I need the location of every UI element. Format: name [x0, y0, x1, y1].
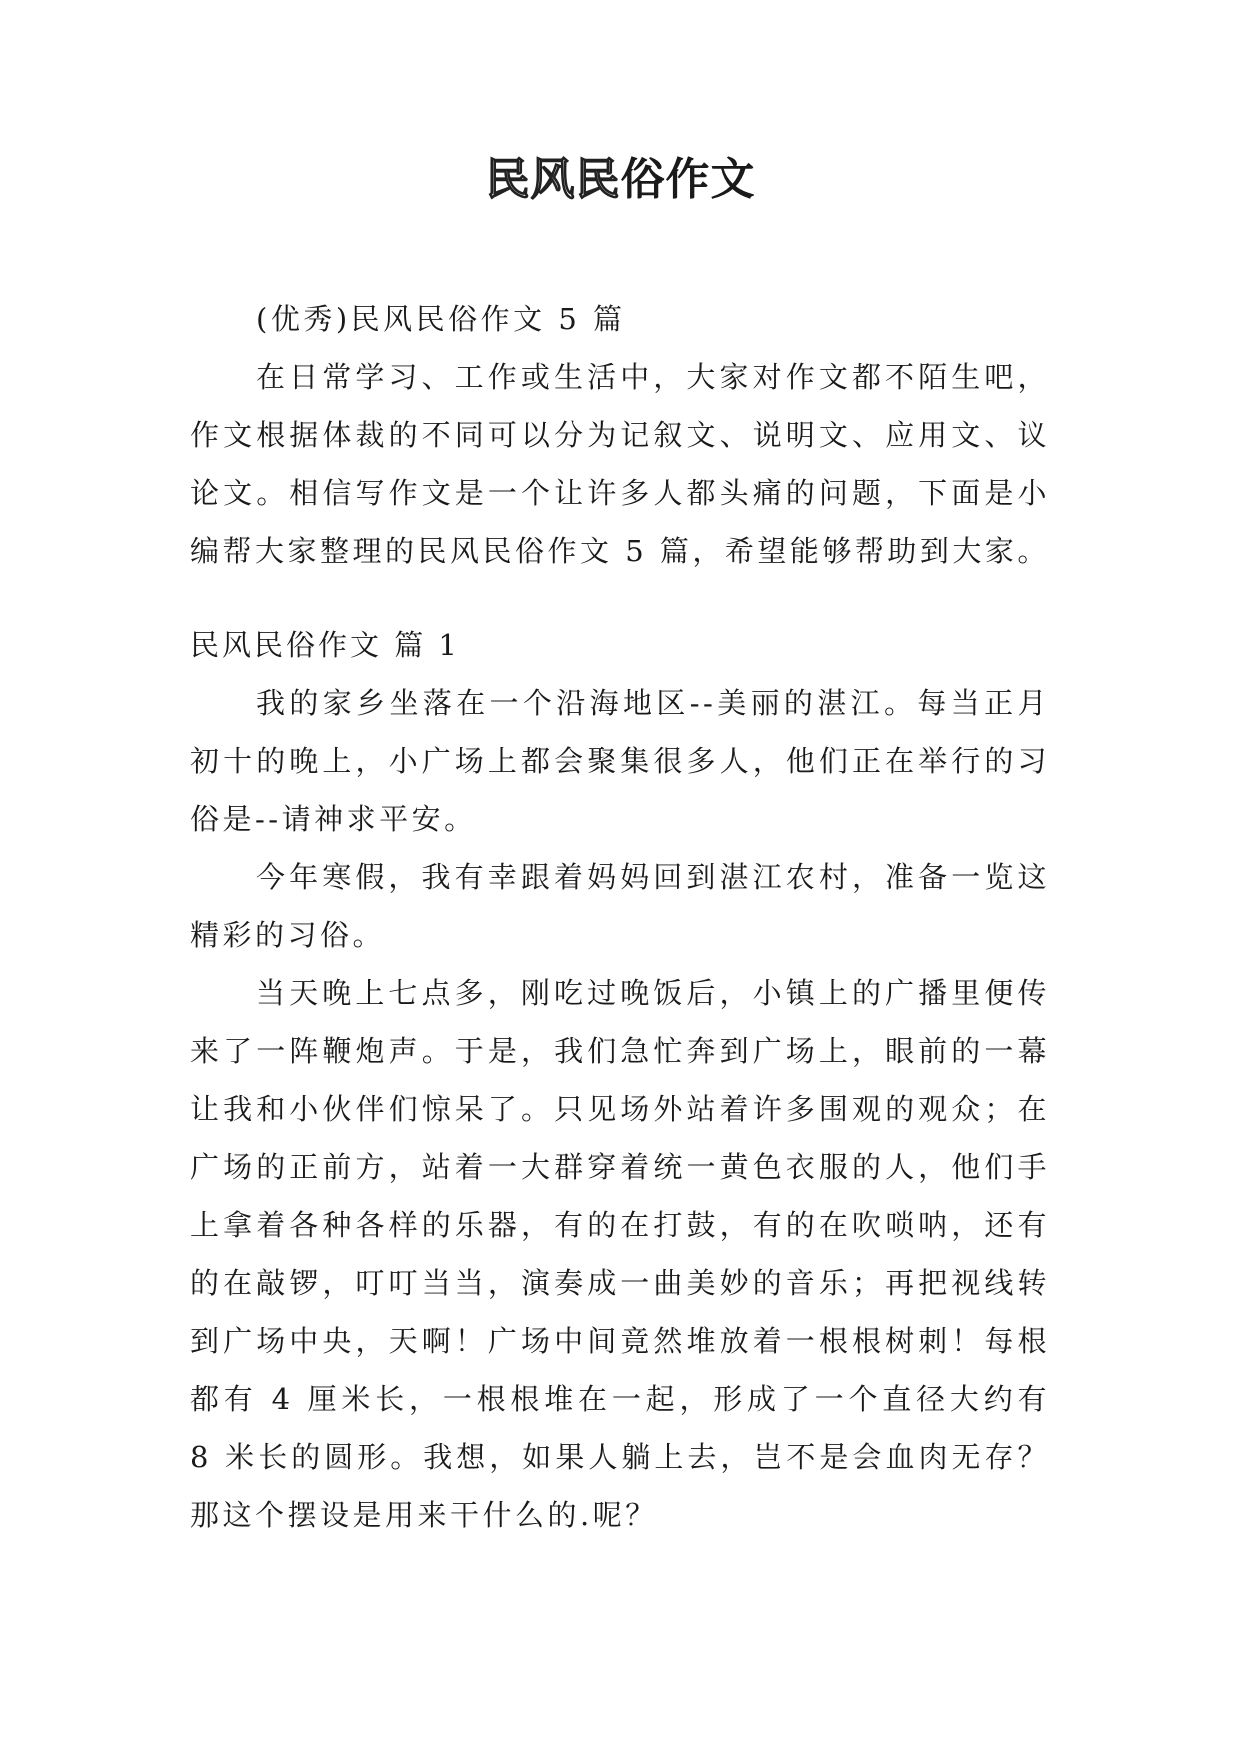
intro-paragraph: 在日常学习、工作或生活中，大家对作文都不陌生吧，作文根据体裁的不同可以分为记叙文、说明文、应用文、议论文。相信写作文是一个让许多人都头痛的问题，下面是小编帮大家整理的民风民俗作文 5 篇，希望能够帮助到大家。	[190, 360, 1050, 568]
section-heading: 民风民俗作文 篇 1	[190, 628, 460, 662]
title-rest-part: 俗作文	[620, 154, 756, 205]
body-paragraph: 当天晚上七点多，刚吃过晚饭后，小镇上的广播里便传来了一阵鞭炮声。于是，我们急忙奔到广场上，眼前的一幕让我和小伙伴们惊呆了。只见场外站着许多围观的观众；在广场的正前方，站着一大群穿着统一黄色衣服的人，他们手上拿着各种各样的乐器，有的在打鼓，有的在吹唢呐，还有的在敲锣，叮叮当当，演奏成一曲美妙的音乐；再把视线转到广场中央，天啊！广场中间竟然堆放着一根根树刺！每根都有 4 厘米长，一根根堆在一起，形成了一个直径大约有 8 米长的圆形。我想，如果人躺上去，岂不是会血肉无存？那这个摆设是用来干什么的.呢？	[190, 976, 1050, 1532]
body-paragraph: 今年寒假，我有幸跟着妈妈回到湛江农村，准备一览这精彩的习俗。	[190, 860, 1050, 952]
body-paragraph: 我的家乡坐落在一个沿海地区--美丽的湛江。每当正月初十的晚上，小广场上都会聚集很多人，他们正在举行的习俗是--请神求平安。	[190, 686, 1050, 836]
title-outline-part: 民风民	[485, 154, 621, 205]
document-title	[0, 152, 1241, 208]
document-body	[190, 290, 1050, 1544]
section-gap	[190, 580, 1050, 616]
intro-line: (优秀)民风民俗作文 5 篇	[256, 302, 626, 336]
